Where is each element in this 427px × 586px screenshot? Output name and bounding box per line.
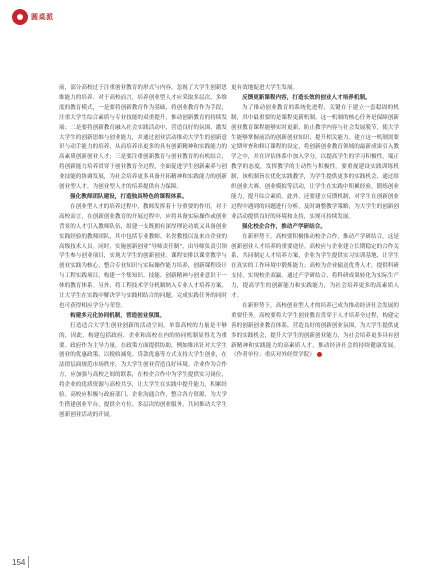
section-heading bbox=[231, 223, 399, 233]
paragraph: 更有效地促进大学生发展。 bbox=[231, 85, 299, 91]
paragraph: 在新形势下，高校要积极推动校企合作，推动产学研结合，这是创新创业人才培养的重要途径。高校应与企业建立长期稳定的合作关系，共同制定人才培养方案，企业为学生提供实习实训基地，让学生在真实的工作环境中锻炼能力；高校为企业输送优秀人才，提供科研支持，实现校企双赢。通过产学研结合，将科研成果转化为实际生产力，提高学生的创新能力和实践能力，为社会培养更多的高素质人才。 bbox=[231, 233, 399, 300]
section-heading bbox=[231, 94, 399, 104]
section-heading bbox=[59, 312, 227, 322]
section-logo-text: 圆桌派 bbox=[31, 13, 54, 21]
heading-text: 强化校企合作，推动产学研结合。 bbox=[242, 223, 326, 230]
end-mark-icon bbox=[317, 352, 322, 357]
page-number: 154 bbox=[12, 558, 26, 567]
paragraph: 为了推动创业教育的系统化进程，关键在于建立一套稳固的机制，其中最重要的是课程更新机制。这一机制的核心任务是保障创新创业教育课程能够实时更新，防止教学内容与社会发展脱节，使大学生能够掌握前沿的创新创业知识，提升相关能力。建立这一机制需要定期审查和修订课程的设定，将创新创业教育领域的最新成果引入教学之中，并在评估体系中加入学分，以提高学生的学习积极性，端正教学的态度，发挥教学的主动性与积极性。要重视建设实践训练机制，该机制旨在优化实践教学，为学生提供更多的实践机会，通过组织创业大赛、创业模拟等活动，让学生在实践中积累经验，锻炼创业能力，提升综合素质。此外，还要建立反馈机制，对学生在创新创业过程中遇到的问题进行分析，及时调整教学策略，为大学生的创新创业活动提供良好的环境和支持，实现可持续发展。 bbox=[231, 104, 399, 220]
heading-text: 反馈更新课程内容，打造长效的创业人才培养机制。 bbox=[242, 94, 371, 101]
magazine-header bbox=[12, 8, 54, 26]
right-column bbox=[231, 84, 399, 361]
paragraph bbox=[231, 302, 399, 361]
logo-icon bbox=[12, 9, 28, 25]
section-heading bbox=[59, 193, 227, 203]
paragraph: 前，部分高校过于注重创业教育的形式与内容，忽视了大学生创新思维能力的培养。对于高校而言，培养创业型人才应采取多层次、多维度的教育模式，一是要将创新教育作为基础，将创业教育作为手段，注重大学生综合素质与专业技能的双重提升，推动创新教育的持续发展；二是要将创新教育融入社会实践活动中，营造良好的氛围，激发大学生的创新思维与创业能力，并通过创业活动推动大学生的创新意识与动手能力的培养，从而培养出更多的具有创新精神和实践能力的高素质创新创业人才；三是要注重创新教育与创业教育的有机结合，将创新能力培养贯穿于创业教育全过程，全面促进学生创新素养与创业技能的协调发展，为社会培养更多具备开拓精神和实践能力的创新创业型人才，为创业型人才的培养提供有力保障。 bbox=[59, 85, 227, 191]
left-column bbox=[59, 84, 227, 421]
footer-divider bbox=[28, 556, 29, 568]
author-affiliation: （作者单位：重庆对外经贸学院） bbox=[231, 352, 315, 359]
paragraph: 在创业型人才的培养过程中，教师发挥着十分重要的作用。对于高校而言，在创新创业教育的开展过程中，应将具备实际操作或创业背景的人才引入教师队伍，组建一支既拥有深厚理论功底又具备创业实践经验的教师团队，其中包括专业教师、名誉教授以及来自企业的高级技术人员。同时，实施创新创业“导师责任制”，由导师负责引领学生参与创业项目，实现大学生的创新创业。课程安排以课堂教学与创业实践为核心，整合专业知识与实际操作能力培养，创新课程设计与工程实践项目，构建一个集知识、技能、创新精神与创业意识于一体的教育体系。另外，将工程技术学分机制纳入专业人才培养方案，让大学生在实践中解决学与实践相结合的问题，完成实践任务的同时也可获得相应学分与荣誉。 bbox=[59, 203, 227, 309]
paragraph: 打造适合大学生创业创新的活动空间，单靠高校的力量是不够的，因此，构建包括政府、企业和高校在内的协同机制显得尤为重要。政府作为主导力量，在政策方面提供协助，例如推出针对大学生创业的优惠政策，以税收减免、贷款优惠等方式支持大学生创业，在法律层面规范市场秩序，为大学生创业营造良好环境。企业作为合作方，应加强与高校之间的联系，在校企合作中为学生提供实习岗位，将企业的优质资源与高校共享，让大学生在实践中提升能力，积累经验。高校应积极与政府部门、企业沟通合作，整合各方资源，为大学生搭建创业平台，提供全方位、多层次的创业服务，共同推动大学生创新创业活动的开展。 bbox=[59, 322, 227, 418]
paragraph-text: 在新形势下，高校创业型人才的培养已成为推动经济社会发展的重要任务。高校要将大学生创业教育贯穿于人才培养全过程，构建完善的创新创业教育体系，营造良好的创新创业氛围，为大学生提供更多的实践机会，提升大学生的创新创业能力，为社会培养更多具有创新精神和实践能力的高素质人才，推动经济社会的持续健康发展。 bbox=[231, 302, 399, 349]
heading-text: 强化教师团队建设，打造独具特色的课程体系。 bbox=[70, 193, 188, 200]
heading-text: 构建多元化协同机制，营造创业氛围。 bbox=[70, 312, 166, 319]
